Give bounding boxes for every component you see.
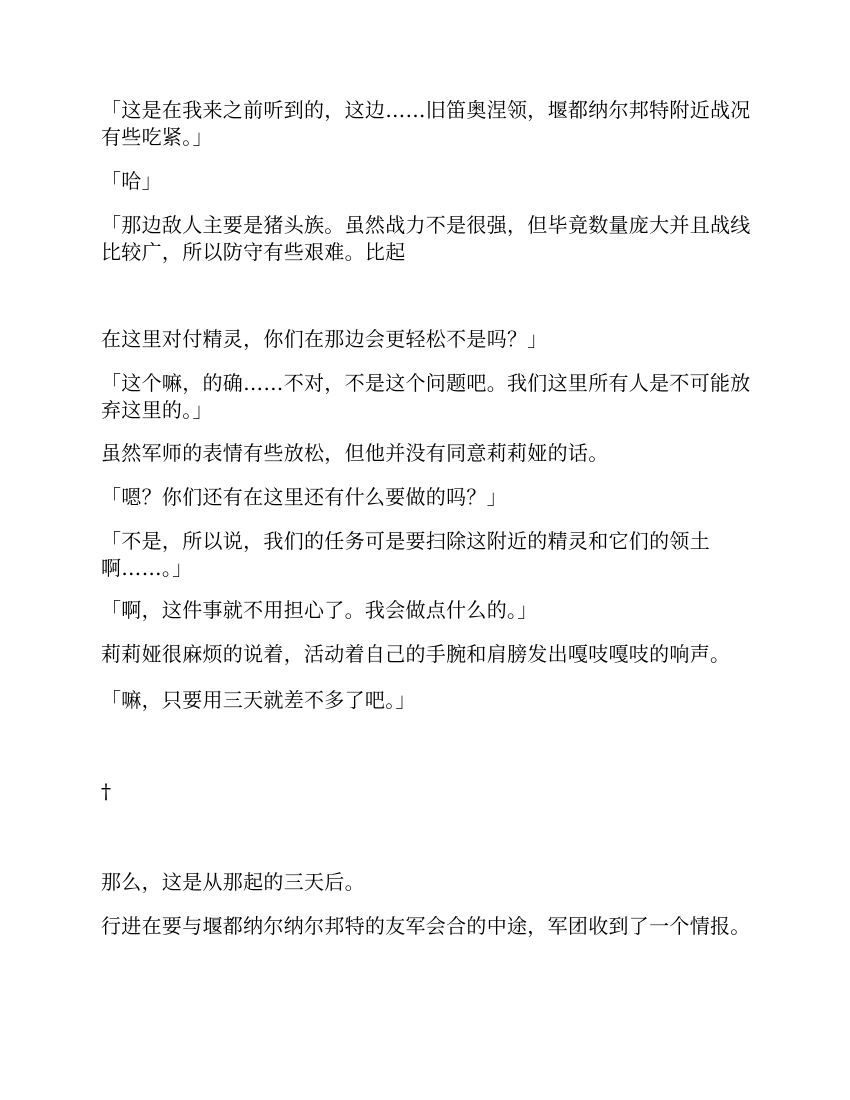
paragraph: 「嘛，只要用三天就差不多了吧。」 [101,688,416,712]
paragraph: 「这个嘛，的确……不对，不是这个问题吧。我们这里所有人是不可能放弃这里的。」 [101,371,751,422]
paragraph: 那么，这是从那起的三天后。 [101,870,365,894]
paragraph: 「哈」 [101,169,162,193]
paragraph: 「这是在我来之前听到的，这边……旧笛奥涅领，堰都纳尔邦特附近战况有些吃紧。」 [101,98,751,149]
paragraph: 莉莉娅很麻烦的说着，活动着自己的手腕和肩膀发出嘎吱嘎吱的响声。 [101,642,731,666]
paragraph: 「不是，所以说，我们的任务可是要扫除这附近的精灵和它们的领土啊……。」 [101,529,710,580]
paragraph: 「嗯？你们还有在这里还有什么要做的吗？」 [101,485,507,509]
section-separator: † [101,779,111,803]
paragraph: 「那边敌人主要是猪头族。虽然战力不是很强，但毕竟数量庞大并且战线比较广，所以防守有些艰难。比起 [101,213,751,264]
paragraph: 行进在要与堰都纳尔纳尔邦特的友军会合的中途，军团收到了一个情报。 [101,914,751,938]
paragraph: 虽然军师的表情有些放松，但他并没有同意莉莉娅的话。 [101,441,609,465]
paragraph: 在这里对付精灵，你们在那边会更轻松不是吗？」 [101,327,548,351]
paragraph: 「啊，这件事就不用担心了。我会做点什么的。」 [101,598,538,622]
